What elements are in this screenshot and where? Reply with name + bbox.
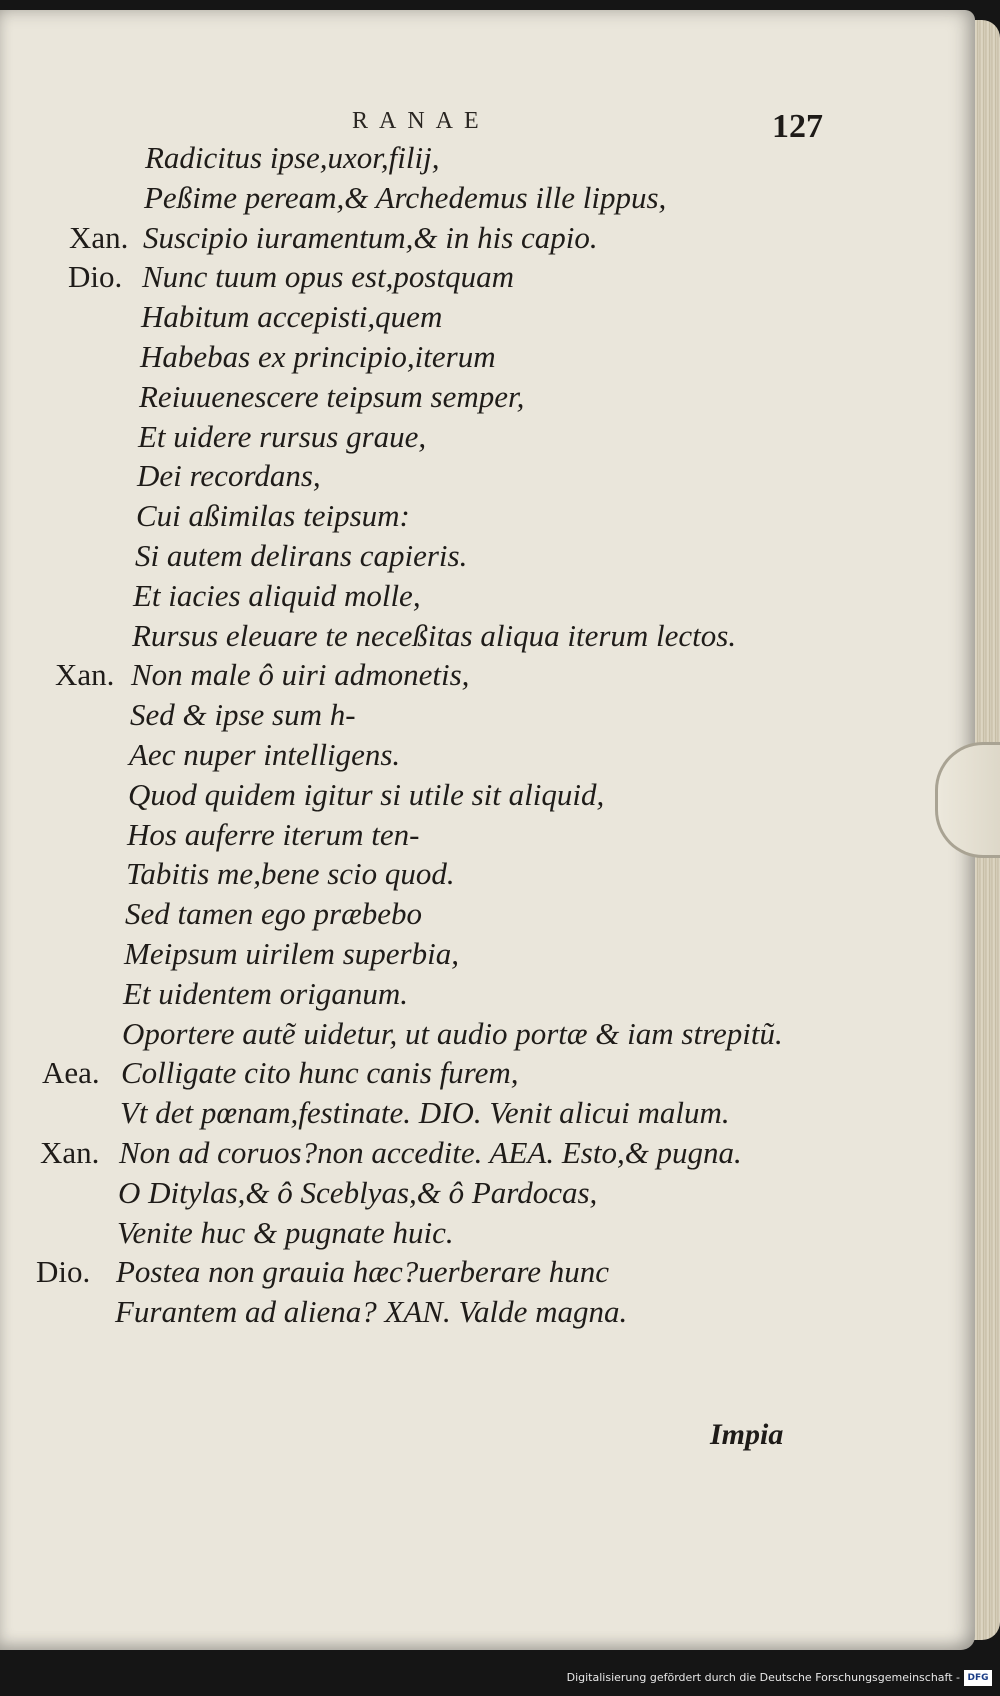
verse-line: Suscipio iuramentum,& in his capio.: [143, 220, 598, 255]
verse-line: Et iacies aliquid molle,: [133, 578, 421, 613]
verse-line: Cui aßimilas teipsum:: [136, 498, 410, 533]
verse-line: Postea non grauia hæc?uerberare hunc: [116, 1254, 610, 1289]
dfg-logo: DFG: [964, 1670, 992, 1686]
verse-line: Meipsum uirilem superbia,: [124, 936, 459, 971]
verse-line: Non male ô uiri admonetis,: [131, 657, 470, 692]
verse-line: Habebas ex principio,iterum: [140, 339, 496, 374]
verse-line: Furantem ad aliena? XAN. Valde magna.: [115, 1294, 628, 1329]
speaker-label: Xan.: [55, 657, 115, 692]
speaker-label: Aea.: [42, 1055, 100, 1090]
running-head: RANAE: [352, 108, 490, 134]
verse-line: Dei recordans,: [137, 458, 321, 493]
verse-line: Non ad coruos?non accedite. AEA. Esto,& pugna.: [119, 1135, 742, 1170]
verse-line: Tabitis me,bene scio quod.: [126, 856, 455, 891]
verse-line: Nunc tuum opus est,postquam: [142, 259, 514, 294]
verse-line: Et uidere rursus graue,: [138, 419, 427, 454]
speaker-label: Dio.: [68, 259, 123, 294]
verse-line: Reiuuenescere teipsum semper,: [139, 379, 525, 414]
speaker-label: Xan.: [69, 220, 129, 255]
verse-line: Sed & ipse sum h-: [130, 697, 356, 732]
verse-line: Sed tamen ego præbebo: [125, 896, 423, 931]
verse-line: Oportere autẽ uidetur, ut audio portæ & iam strepitũ.: [122, 1016, 783, 1051]
verse-line: Si autem delirans capieris.: [135, 538, 468, 573]
verse-line: Peßime peream,& Archedemus ille lippus,: [144, 180, 667, 215]
verse-line: Quod quidem igitur si utile sit aliquid,: [128, 777, 605, 812]
verse-line: Hos auferre iterum ten-: [127, 817, 420, 852]
catchword: Impia: [710, 1418, 784, 1451]
verse-line: Vt det pœnam,festinate. DIO. Venit alicui malum.: [120, 1095, 730, 1130]
footer-credit: Digitalisierung gefördert durch die Deutsche Forschungsgemeinschaft -: [566, 1671, 960, 1684]
verse-line: Et uidentem origanum.: [123, 976, 408, 1011]
page-number: 127: [772, 108, 823, 145]
verse-line: Habitum accepisti,quem: [141, 299, 443, 334]
verse-line: Rursus eleuare te neceßitas aliqua iterum lectos.: [132, 618, 737, 653]
verse-line: Aec nuper intelligens.: [129, 737, 401, 772]
verse-line: Venite huc & pugnate huic.: [117, 1215, 454, 1250]
verse-line: Radicitus ipse,uxor,filij,: [145, 140, 440, 175]
verse-line: Colligate cito hunc canis furem,: [121, 1055, 519, 1090]
verse-line: O Ditylas,& ô Sceblyas,& ô Pardocas,: [118, 1175, 598, 1210]
speaker-label: Xan.: [40, 1135, 100, 1170]
speaker-label: Dio.: [36, 1254, 91, 1289]
